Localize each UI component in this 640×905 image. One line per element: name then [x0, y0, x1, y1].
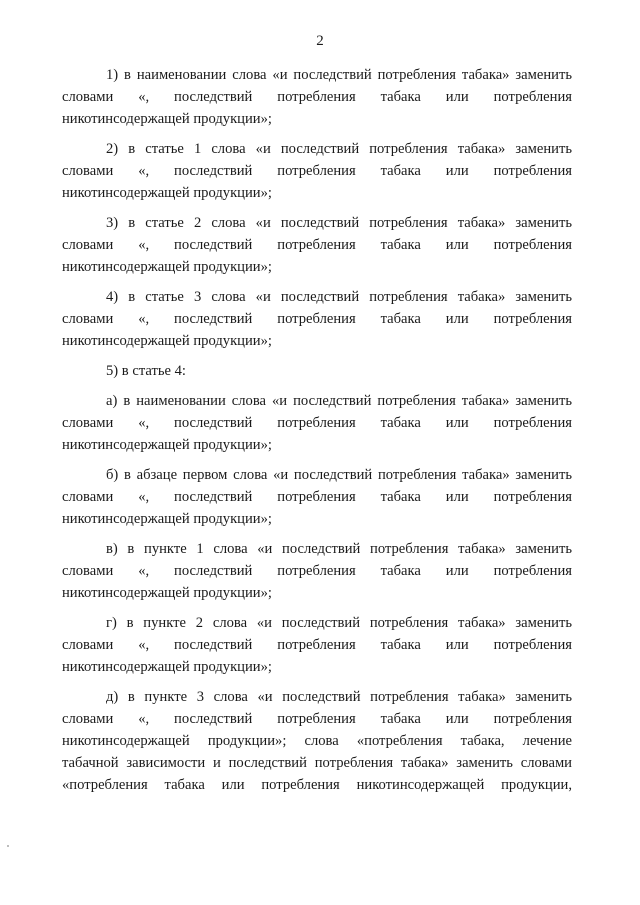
paragraph-line: словами «, последствий потребления табака или потребления	[62, 163, 572, 179]
paragraph-line: словами «, последствий потребления табака или потребления	[62, 415, 572, 431]
paragraph	[62, 390, 572, 456]
paragraph-line: словами «, последствий потребления табака или потребления	[62, 89, 572, 105]
paragraph-line: словами «, последствий потребления табака или потребления	[62, 489, 572, 505]
paragraph-line: г) в пункте 2 слова «и последствий потребления табака» заменить	[106, 615, 572, 631]
paragraph-line: никотинсодержащей продукции»;	[62, 259, 272, 275]
paragraph-line: словами «, последствий потребления табака или потребления	[62, 311, 572, 327]
paragraph-line: никотинсодержащей продукции»; слова «потребления табака, лечение	[62, 733, 572, 749]
paragraph-line: словами «, последствий потребления табака или потребления	[62, 711, 572, 727]
paragraph-line: табачной зависимости и последствий потребления табака» заменить словами	[62, 755, 572, 771]
paragraph	[62, 64, 572, 130]
paragraph	[62, 286, 572, 352]
paragraph	[62, 686, 572, 796]
paragraph-line: 1) в наименовании слова «и последствий потребления табака» заменить	[106, 67, 572, 83]
paragraph-line: никотинсодержащей продукции»;	[62, 511, 272, 527]
paragraph-line: никотинсодержащей продукции»;	[62, 659, 272, 675]
paragraph-line: словами «, последствий потребления табака или потребления	[62, 637, 572, 653]
paragraph-line: 5) в статье 4:	[106, 363, 186, 379]
paragraph	[62, 538, 572, 604]
paragraph-line: словами «, последствий потребления табака или потребления	[62, 563, 572, 579]
scan-artifact	[7, 845, 9, 847]
paragraph-line: никотинсодержащей продукции»;	[62, 111, 272, 127]
paragraph-line: «потребления табака или потребления никотинсодержащей продукции,	[62, 777, 572, 793]
paragraph-line: 4) в статье 3 слова «и последствий потребления табака» заменить	[106, 289, 572, 305]
paragraph-line: никотинсодержащей продукции»;	[62, 437, 272, 453]
paragraph-line: никотинсодержащей продукции»;	[62, 333, 272, 349]
paragraph-line: а) в наименовании слова «и последствий потребления табака» заменить	[106, 393, 572, 409]
paragraph-line: 2) в статье 1 слова «и последствий потребления табака» заменить	[106, 141, 572, 157]
page-number: 2	[316, 33, 324, 49]
paragraph-line: б) в абзаце первом слова «и последствий потребления табака» заменить	[106, 467, 572, 483]
paragraph	[62, 612, 572, 678]
paragraph-line: никотинсодержащей продукции»;	[62, 585, 272, 601]
paragraph	[62, 212, 572, 278]
paragraph	[62, 464, 572, 530]
paragraph	[62, 360, 572, 382]
paragraph-line: 3) в статье 2 слова «и последствий потребления табака» заменить	[106, 215, 572, 231]
paragraph-line: никотинсодержащей продукции»;	[62, 185, 272, 201]
paragraph-line: в) в пункте 1 слова «и последствий потребления табака» заменить	[106, 541, 572, 557]
paragraph-line: д) в пункте 3 слова «и последствий потребления табака» заменить	[106, 689, 572, 705]
document-body	[62, 64, 572, 804]
paragraph-line: словами «, последствий потребления табака или потребления	[62, 237, 572, 253]
paragraph	[62, 138, 572, 204]
